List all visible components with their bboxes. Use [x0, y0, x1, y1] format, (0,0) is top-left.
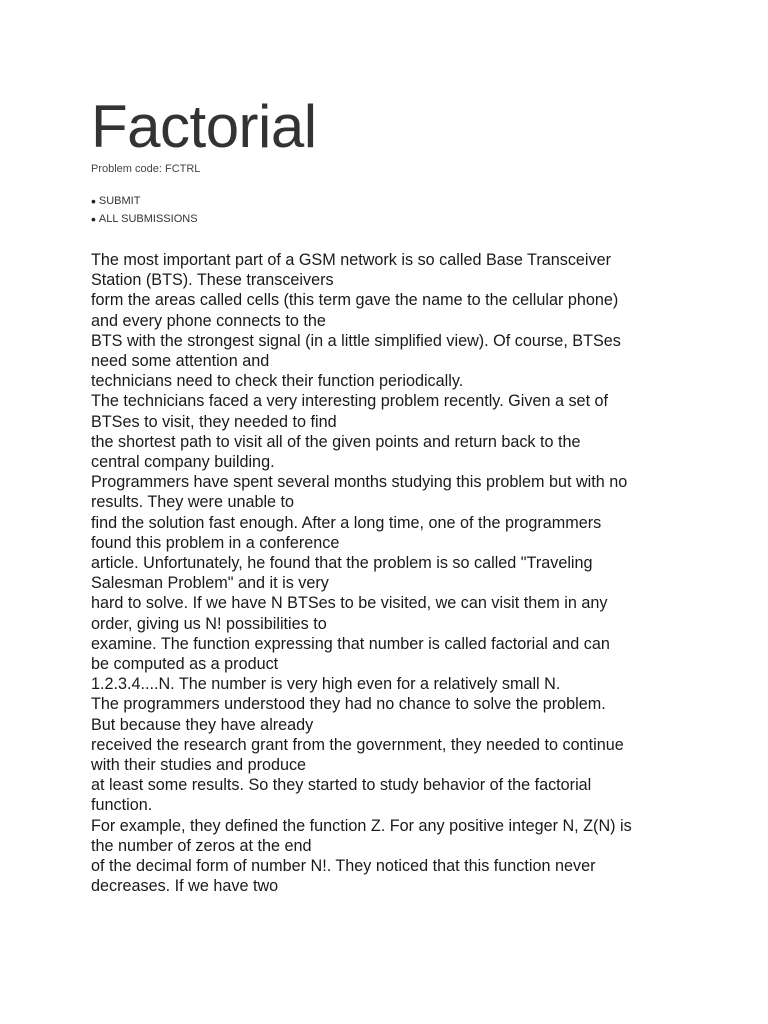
all-submissions-link[interactable]: ALL SUBMISSIONS [98, 213, 198, 225]
statement-line: with their studies and produce [91, 756, 307, 775]
statement-line: The most important part of a GSM network is so called Base Transceiver [91, 251, 612, 269]
statement-line: 1.2.3.4....N. The number is very high even for a relatively small N. [91, 675, 561, 694]
statement-line: examine. The function expressing that number is called factorial and can [91, 634, 610, 653]
all-submissions-item [91, 210, 691, 228]
submit-link[interactable]: SUBMIT [98, 195, 141, 207]
statement-line: BTSes to visit, they needed to find [91, 412, 337, 431]
problem-title: Factorial [91, 93, 317, 160]
statement-line: Station (BTS). These transceivers [91, 271, 334, 290]
problem-page [91, 92, 691, 897]
statement-line: decreases. If we have two [91, 877, 279, 896]
statement-line: function. [91, 796, 153, 815]
statement-line: central company building. [91, 453, 275, 472]
statement-line: article. Unfortunately, he found that the problem is so called "Traveling [91, 554, 593, 573]
statement-line: found this problem in a conference [91, 533, 340, 552]
statement-line: Programmers have spent several months studying this problem but with no [91, 473, 628, 492]
statement-line: hard to solve. If we have N BTSes to be visited, we can visit them in any [91, 594, 608, 613]
problem-statement [91, 250, 691, 897]
statement-line: the number of zeros at the end [91, 836, 312, 855]
statement-line: find the solution fast enough. After a long time, one of the programmers [91, 513, 602, 532]
bullet-icon: • [91, 193, 96, 209]
statement-line: The programmers understood they had no chance to solve the problem. [91, 695, 606, 714]
statement-line: For example, they defined the function Z. For any positive integer N, Z(N) is [91, 816, 632, 835]
statement-line: form the areas called cells (this term gave the name to the cellular phone) [91, 291, 619, 310]
submit-item [91, 192, 691, 210]
statement-line: and every phone connects to the [91, 311, 326, 330]
statement-line: the shortest path to visit all of the given points and return back to the [91, 432, 581, 451]
statement-line: need some attention and [91, 352, 270, 371]
statement-line: at least some results. So they started to study behavior of the factorial [91, 776, 592, 795]
statement-line: But because they have already [91, 715, 314, 734]
statement-line: The technicians faced a very interesting problem recently. Given a set of [91, 392, 609, 411]
statement-line: received the research grant from the government, they needed to continue [91, 735, 624, 754]
problem-code: Problem code: FCTRL [91, 163, 201, 175]
bullet-icon: • [91, 211, 96, 227]
statement-line: Salesman Problem" and it is very [91, 574, 329, 593]
statement-line: be computed as a product [91, 655, 279, 674]
problem-actions [91, 192, 691, 228]
statement-line: technicians need to check their function periodically. [91, 372, 464, 391]
statement-line: BTS with the strongest signal (in a little simplified view). Of course, BTSes [91, 331, 621, 350]
statement-line: results. They were unable to [91, 493, 295, 512]
statement-line: order, giving us N! possibilities to [91, 614, 327, 633]
statement-line: of the decimal form of number N!. They noticed that this function never [91, 857, 596, 876]
